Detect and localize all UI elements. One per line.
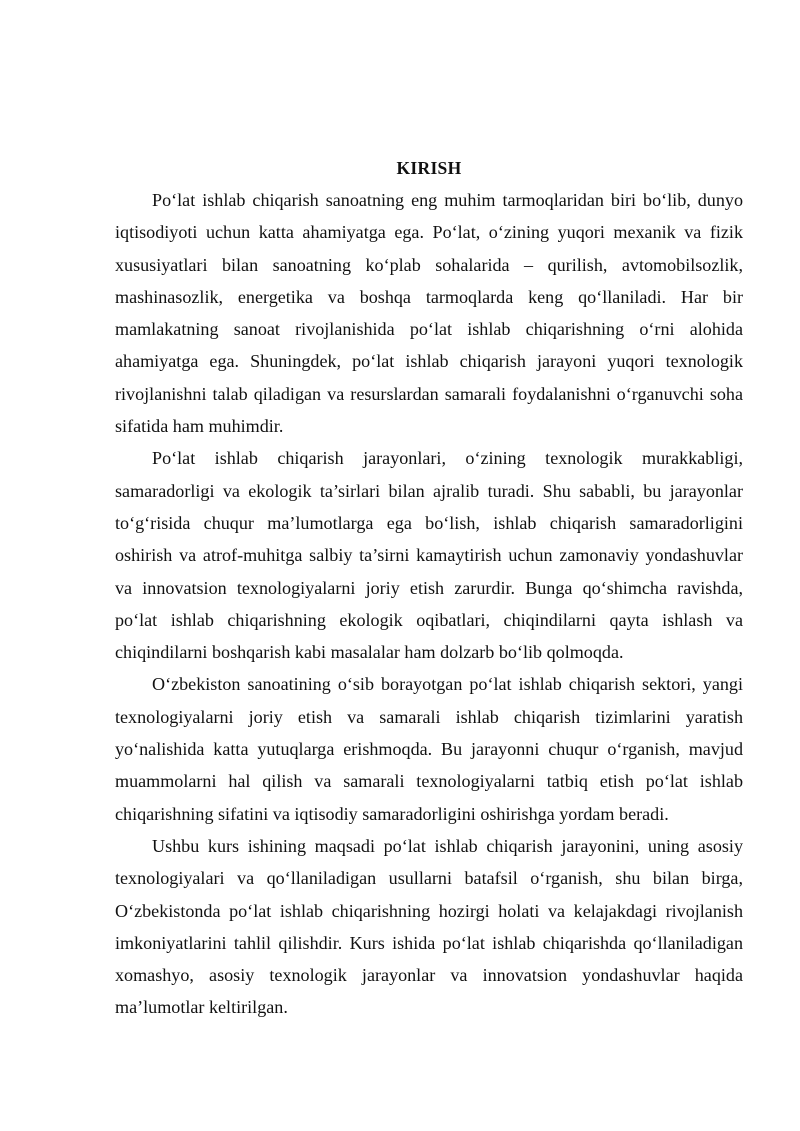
paragraph-2: Po‘lat ishlab chiqarish jarayonlari, o‘zining texnologik murakkabligi, samaradorligi va ekologik ta’sirlari bilan ajralib turadi. Shu sababli, bu jarayonlar to‘g‘risida chuqur ma’lumotlarga ega bo‘lish, ishlab chiqarish samaradorligini oshirish va atrof-muhitga salbiy ta’sirni kamaytirish uchun zamonaviy yondashuvlar va innovatsion texnologiyalarni joriy etish zarurdir. Bunga qo‘shimcha ravishda, po‘lat ishlab chiqarishning ekologik oqibatlari, chiqindilarni qayta ishlash va chiqindilarni boshqarish kabi masalalar ham dolzarb bo‘lib qolmoqda. — [115, 448, 743, 663]
page-title: KIRISH — [396, 158, 462, 178]
paragraph-4: Ushbu kurs ishining maqsadi po‘lat ishlab chiqarish jarayonini, uning asosiy texnologiyalari va qo‘llaniladigan usullarni batafsil o‘rganish, shu bilan birga, O‘zbekistonda po‘lat ishlab chiqarishning hozirgi holati va kelajakdagi rivojlanish imkoniyatlarini tahlil qilishdir. Kurs ishida po‘lat ishlab chiqarishda qo‘llaniladigan xomashyo, asosiy texnologik jarayonlar va innovatsion yondashuvlar haqida ma’lumotlar keltirilgan. — [115, 835, 743, 1018]
paragraph-3: O‘zbekiston sanoatining o‘sib borayotgan po‘lat ishlab chiqarish sektori, yangi texnologiyalarni joriy etish va samarali ishlab chiqarish tizimlarini yaratish yo‘nalishida katta yutuqlarga erishmoqda. Bu jarayonni chuqur o‘rganish, mavjud muammolarni hal qilish va samarali texnologiyalarni tatbiq etish po‘lat ishlab chiqarishning sifatini va iqtisodiy samaradorligini oshirishga yordam beradi. — [115, 674, 743, 824]
paragraph-1: Po‘lat ishlab chiqarish sanoatning eng muhim tarmoqlaridan biri bo‘lib, dunyo iqtisodiyoti uchun katta ahamiyatga ega. Po‘lat, o‘zining yuqori mexanik va fizik xususiyatlari bilan sanoatning ko‘plab sohalarida – qurilish, avtomobilsozlik, mashinasozlik, energetika va boshqa tarmoqlarda keng qo‘llaniladi. Har bir mamlakatning sanoat rivojlanishida po‘lat ishlab chiqarishning o‘rni alohida ahamiyatga ega. Shuningdek, po‘lat ishlab chiqarish jarayoni yuqori texnologik rivojlanishni talab qiladigan va resurslardan samarali foydalanishni o‘rganuvchi soha sifatida ham muhimdir. — [115, 190, 743, 437]
document-body — [115, 152, 743, 1024]
